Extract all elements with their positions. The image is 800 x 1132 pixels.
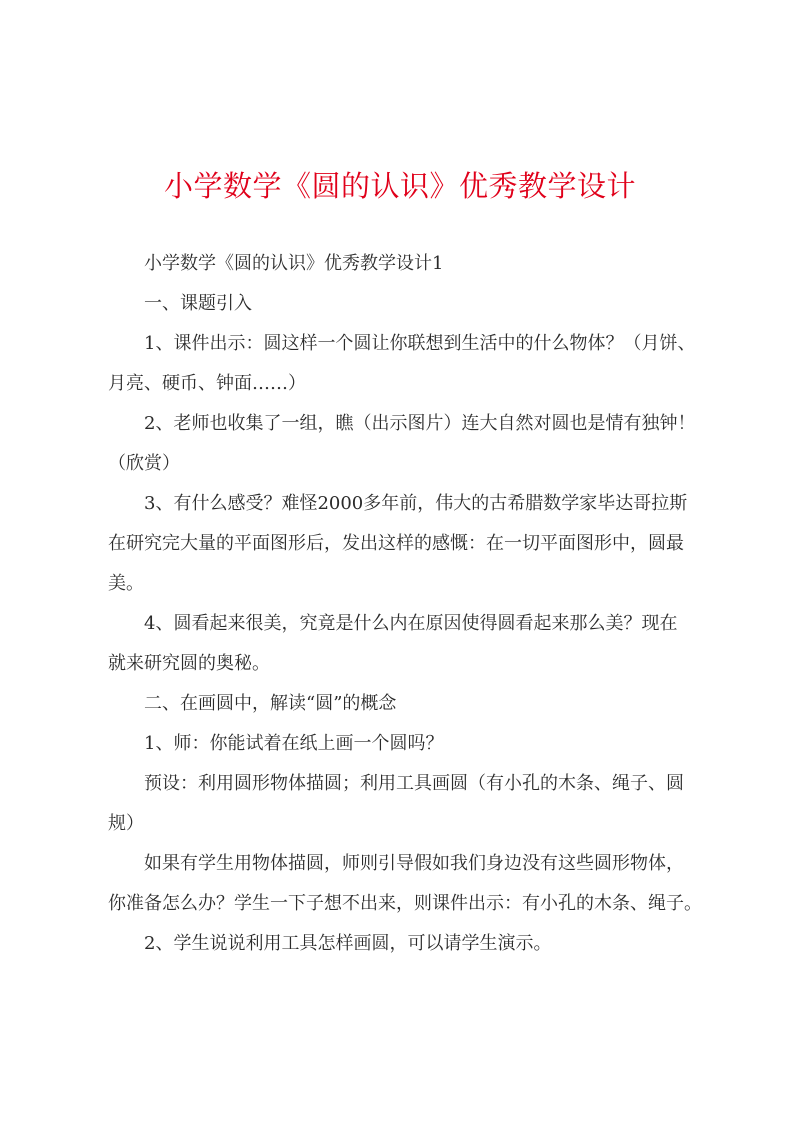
document-body xyxy=(108,244,708,964)
paragraph-line: 3、有什么感受？难怪2000多年前，伟大的古希腊数学家毕达哥拉斯 xyxy=(144,493,688,514)
paragraph-line: 月亮、硬币、钟面……） xyxy=(108,373,306,394)
paragraph-line: 如果有学生用物体描圆，师则引导假如我们身边没有这些圆形物体， xyxy=(144,853,684,874)
paragraph-line: 规） xyxy=(108,813,144,834)
section-heading: 一、课题引入 xyxy=(144,293,252,314)
section-heading: 二、在画圆中，解读“圆”的概念 xyxy=(144,693,397,714)
paragraph-line: 4、圆看起来很美，究竟是什么内在原因使得圆看起来那么美？现在 xyxy=(144,613,678,634)
paragraph-line: 预设：利用圆形物体描圆；利用工具画圆（有小孔的木条、绳子、圆 xyxy=(144,773,684,794)
paragraph-line: 1、课件出示：圆这样一个圆让你联想到生活中的什么物体？（月饼、 xyxy=(144,333,696,354)
paragraph-line: （欣赏） xyxy=(108,453,180,474)
paragraph-line: 你准备怎么办？学生一下子想不出来，则课件出示：有小孔的木条、绳子。 xyxy=(108,893,702,914)
paragraph-line: 在研究完大量的平面图形后，发出这样的感慨：在一切平面图形中，圆最 xyxy=(108,533,684,554)
section-heading: 小学数学《圆的认识》优秀教学设计1 xyxy=(144,253,444,274)
paragraph-line: 2、学生说说利用工具怎样画圆，可以请学生演示。 xyxy=(144,933,552,954)
paragraph-line: 就来研究圆的奥秘。 xyxy=(108,653,270,674)
document-title: 小学数学《圆的认识》优秀教学设计 xyxy=(163,169,636,203)
paragraph-line: 1、师：你能试着在纸上画一个圆吗？ xyxy=(144,733,444,754)
paragraph-line: 2、老师也收集了一组，瞧（出示图片）连大自然对圆也是情有独钟！ xyxy=(144,413,696,434)
paragraph-line: 美。 xyxy=(108,573,144,594)
